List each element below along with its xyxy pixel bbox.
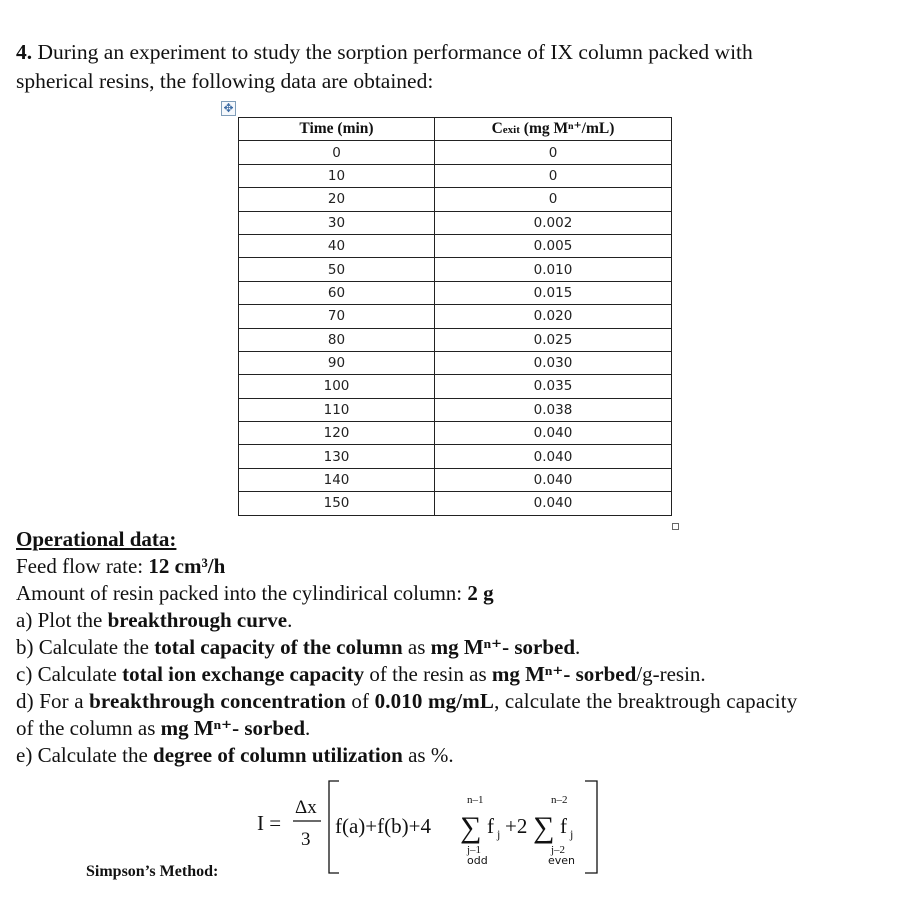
concentration-cell: 0.030 bbox=[435, 351, 672, 374]
question-a bbox=[16, 607, 797, 634]
concentration-cell: 0.015 bbox=[435, 281, 672, 304]
qb-bold: total capacity of the column bbox=[154, 635, 403, 659]
time-cell: 50 bbox=[239, 258, 435, 281]
cond-1: odd bbox=[467, 854, 488, 867]
qd-bold2: 0.010 mg/mL bbox=[374, 689, 495, 713]
qc-pre: c) Calculate bbox=[16, 662, 123, 686]
time-cell: 20 bbox=[239, 188, 435, 211]
time-cell: 70 bbox=[239, 305, 435, 328]
plus-two: +2 bbox=[505, 814, 528, 838]
operational-section bbox=[16, 526, 797, 769]
formula-lhs: I = bbox=[257, 811, 282, 835]
formula-den: 3 bbox=[301, 829, 311, 850]
qd-pre: d) For a bbox=[16, 689, 90, 713]
concentration-cell: 0.040 bbox=[435, 445, 672, 468]
time-cell: 90 bbox=[239, 351, 435, 374]
concentration-cell: 0 bbox=[435, 188, 672, 211]
formula-dx: Δx bbox=[295, 797, 317, 818]
concentration-cell: 0.040 bbox=[435, 468, 672, 491]
qa-post: . bbox=[287, 608, 293, 632]
qd-mid: of bbox=[345, 689, 375, 713]
simpson-formula bbox=[255, 775, 615, 875]
f-j-1: f bbox=[487, 814, 494, 838]
table-row bbox=[239, 398, 672, 421]
time-cell: 10 bbox=[239, 164, 435, 187]
resin-label: Amount of resin packed into the cylindirical column: bbox=[16, 581, 468, 605]
qc-bold: total ion exchange capacity bbox=[122, 662, 365, 686]
table-header-row bbox=[239, 118, 672, 141]
time-cell: 30 bbox=[239, 211, 435, 234]
qd2-bold: mg Mⁿ⁺- sorbed bbox=[160, 716, 306, 740]
sigma-2: ∑ bbox=[533, 811, 555, 844]
table-row bbox=[239, 188, 672, 211]
sub-j-1: j bbox=[497, 827, 501, 841]
time-cell: 80 bbox=[239, 328, 435, 351]
concentration-cell: 0.002 bbox=[435, 211, 672, 234]
resin-amount-line bbox=[16, 580, 797, 607]
header-time: Time (min) bbox=[239, 118, 435, 141]
qa-pre: a) Plot the bbox=[16, 608, 108, 632]
table-row bbox=[239, 164, 672, 187]
table-row bbox=[239, 305, 672, 328]
intro-line-1: During an experiment to study the sorption performance of IX column packed with bbox=[37, 40, 753, 64]
sigma-1: ∑ bbox=[460, 811, 482, 844]
time-cell: 130 bbox=[239, 445, 435, 468]
question-e bbox=[16, 742, 797, 769]
concentration-cell: 0.040 bbox=[435, 492, 672, 515]
time-cell: 150 bbox=[239, 492, 435, 515]
feed-value: 12 cm³/h bbox=[148, 554, 226, 578]
operational-heading: Operational data: bbox=[16, 527, 177, 551]
qa-bold: breakthrough curve bbox=[107, 608, 288, 632]
qe-post: as %. bbox=[402, 743, 454, 767]
qc-mid: of the resin as bbox=[364, 662, 492, 686]
qd2-post: . bbox=[305, 716, 311, 740]
concentration-cell: 0 bbox=[435, 141, 672, 164]
qd-post: , calculate the breaktrough capacity bbox=[494, 689, 798, 713]
qb-pre: b) Calculate the bbox=[16, 635, 155, 659]
table-body bbox=[239, 141, 672, 515]
concentration-cell: 0.020 bbox=[435, 305, 672, 328]
table-row bbox=[239, 141, 672, 164]
question-b bbox=[16, 634, 797, 661]
qe-pre: e) Calculate the bbox=[16, 743, 154, 767]
qb-post: . bbox=[575, 635, 581, 659]
concentration-cell: 0 bbox=[435, 164, 672, 187]
lower-limit-1: j–1 bbox=[467, 844, 482, 856]
breakthrough-data-table bbox=[238, 117, 672, 516]
concentration-cell: 0.038 bbox=[435, 398, 672, 421]
table-row bbox=[239, 468, 672, 491]
time-cell: 100 bbox=[239, 375, 435, 398]
cond-2: even bbox=[548, 854, 576, 867]
resin-value: 2 g bbox=[467, 581, 494, 605]
table-move-icon[interactable]: ✥ bbox=[221, 101, 236, 116]
time-cell: 0 bbox=[239, 141, 435, 164]
time-cell: 140 bbox=[239, 468, 435, 491]
concentration-cell: 0.010 bbox=[435, 258, 672, 281]
table-row bbox=[239, 234, 672, 257]
table-row bbox=[239, 422, 672, 445]
time-cell: 120 bbox=[239, 422, 435, 445]
table-row bbox=[239, 351, 672, 374]
header-c-main: C bbox=[491, 119, 503, 137]
problem-number: 4. bbox=[16, 40, 33, 64]
concentration-cell: 0.005 bbox=[435, 234, 672, 257]
upper-limit-2: n–2 bbox=[551, 794, 568, 806]
question-c bbox=[16, 661, 797, 688]
qb-mid: as bbox=[402, 635, 431, 659]
time-cell: 40 bbox=[239, 234, 435, 257]
header-c-unit: (mg Mⁿ⁺/mL) bbox=[523, 119, 615, 137]
lower-limit-2: j–2 bbox=[551, 844, 566, 856]
concentration-cell: 0.035 bbox=[435, 375, 672, 398]
table-row bbox=[239, 445, 672, 468]
table-row bbox=[239, 258, 672, 281]
header-concentration bbox=[435, 118, 672, 141]
feed-label: Feed flow rate: bbox=[16, 554, 149, 578]
table-row bbox=[239, 328, 672, 351]
qd-bold: breakthrough concentration bbox=[89, 689, 346, 713]
feed-flow-line bbox=[16, 553, 797, 580]
table-row bbox=[239, 492, 672, 515]
qc-bold2: mg Mⁿ⁺- sorbed bbox=[491, 662, 637, 686]
formula-body: f(a)+f(b)+4 bbox=[335, 814, 431, 838]
question-d bbox=[16, 688, 797, 715]
header-c-sub: exit bbox=[502, 123, 520, 136]
qe-bold: degree of column utilization bbox=[153, 743, 403, 767]
problem-statement bbox=[16, 38, 753, 96]
question-d-cont bbox=[16, 715, 797, 742]
concentration-cell: 0.040 bbox=[435, 422, 672, 445]
upper-limit-1: n–1 bbox=[467, 794, 484, 806]
qb-bold2: mg Mⁿ⁺- sorbed bbox=[430, 635, 576, 659]
concentration-cell: 0.025 bbox=[435, 328, 672, 351]
f-j-2: f bbox=[560, 814, 567, 838]
sub-j-2: j bbox=[570, 827, 574, 841]
right-bracket bbox=[585, 781, 597, 873]
qd2-pre: of the column as bbox=[16, 716, 161, 740]
qc-post: /g-resin. bbox=[636, 662, 706, 686]
table-row bbox=[239, 375, 672, 398]
intro-line-2: spherical resins, the following data are obtained: bbox=[16, 69, 434, 93]
time-cell: 60 bbox=[239, 281, 435, 304]
table-row bbox=[239, 211, 672, 234]
table-row bbox=[239, 281, 672, 304]
simpson-label: Simpson’s Method: bbox=[86, 863, 219, 880]
time-cell: 110 bbox=[239, 398, 435, 421]
